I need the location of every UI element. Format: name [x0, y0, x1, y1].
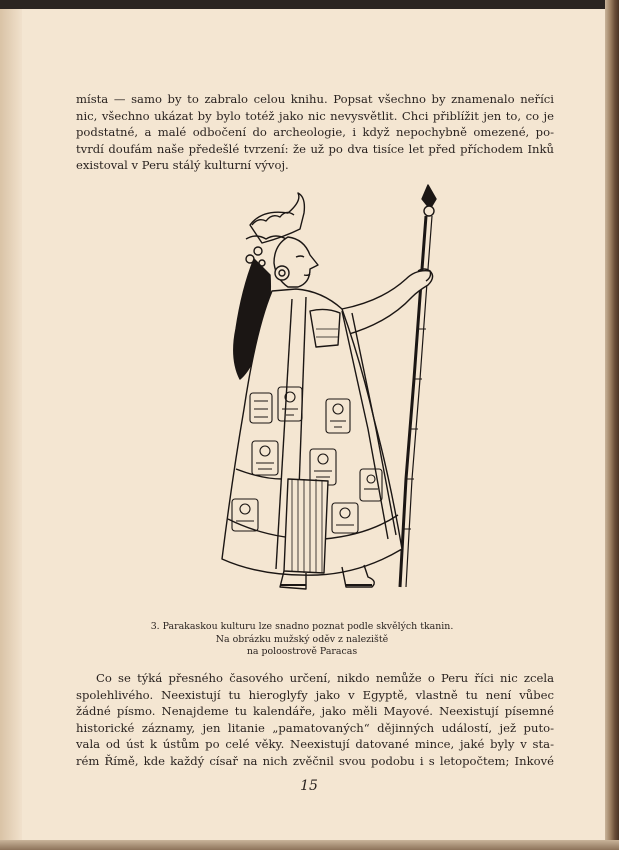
book-bottom-edge	[0, 840, 619, 850]
caption-line: 3. Parakaskou kulturu lze snadno poznat podle skvělých tkanin.	[150, 621, 454, 632]
caption-line: na poloostrově Paracas	[246, 646, 358, 658]
paragraph-top	[76, 91, 554, 174]
text-line: podstatné, a malé odbočení do archeologie, i když nepochybně omezené, po-	[76, 125, 554, 140]
binding-shadow	[0, 9, 22, 840]
caption-line: Na obrázku mužský oděv z naleziště	[215, 633, 389, 645]
figure-caption	[122, 621, 482, 659]
book-page	[22, 9, 605, 840]
text-line: nic, všechno ukázat by bylo totéž jako nic nevysvětlit. Chci přiblížit jen to, co je	[76, 108, 554, 123]
text-line: místa — samo by to zabralo celou knihu. Popsat všechno by znamenalo neříci	[76, 92, 554, 106]
scan-top-edge	[0, 0, 619, 9]
book-right-edge	[605, 0, 619, 850]
text-line: rém Římě, kde každý císař na nich zvěčnil svou podobu i s letopočtem; Inkové	[76, 753, 554, 768]
text-line: existoval v Peru stálý kulturní vývoj.	[76, 158, 289, 173]
text-line: Co se týká přesného časového určení, nikdo nemůže o Peru říci nic zcela	[96, 671, 554, 685]
page-number: 15	[300, 778, 318, 794]
text-line: spolehlivého. Neexistují tu hieroglyfy jako v Egyptě, vlastně tu není vůbec	[76, 687, 554, 702]
paracas-figure-illustration	[192, 179, 442, 609]
text-line: tvrdí doufám naše předešlé tvrzení: že už po dva tisíce let před příchodem Inků	[76, 141, 554, 156]
text-line: žádné písmo. Nenajdeme tu kalendáře, jako měli Mayové. Neexistují písemné	[76, 704, 554, 719]
staff	[400, 185, 436, 587]
face	[274, 237, 318, 287]
paragraph-bottom	[76, 670, 554, 770]
text-line: historické záznamy, jen litanie „pamatovaných“ dějinných událostí, jež puto-	[76, 720, 554, 735]
text-line: vala od úst k ústům po celé věky. Neexistují datované mince, jaké byly v sta-	[76, 737, 554, 752]
